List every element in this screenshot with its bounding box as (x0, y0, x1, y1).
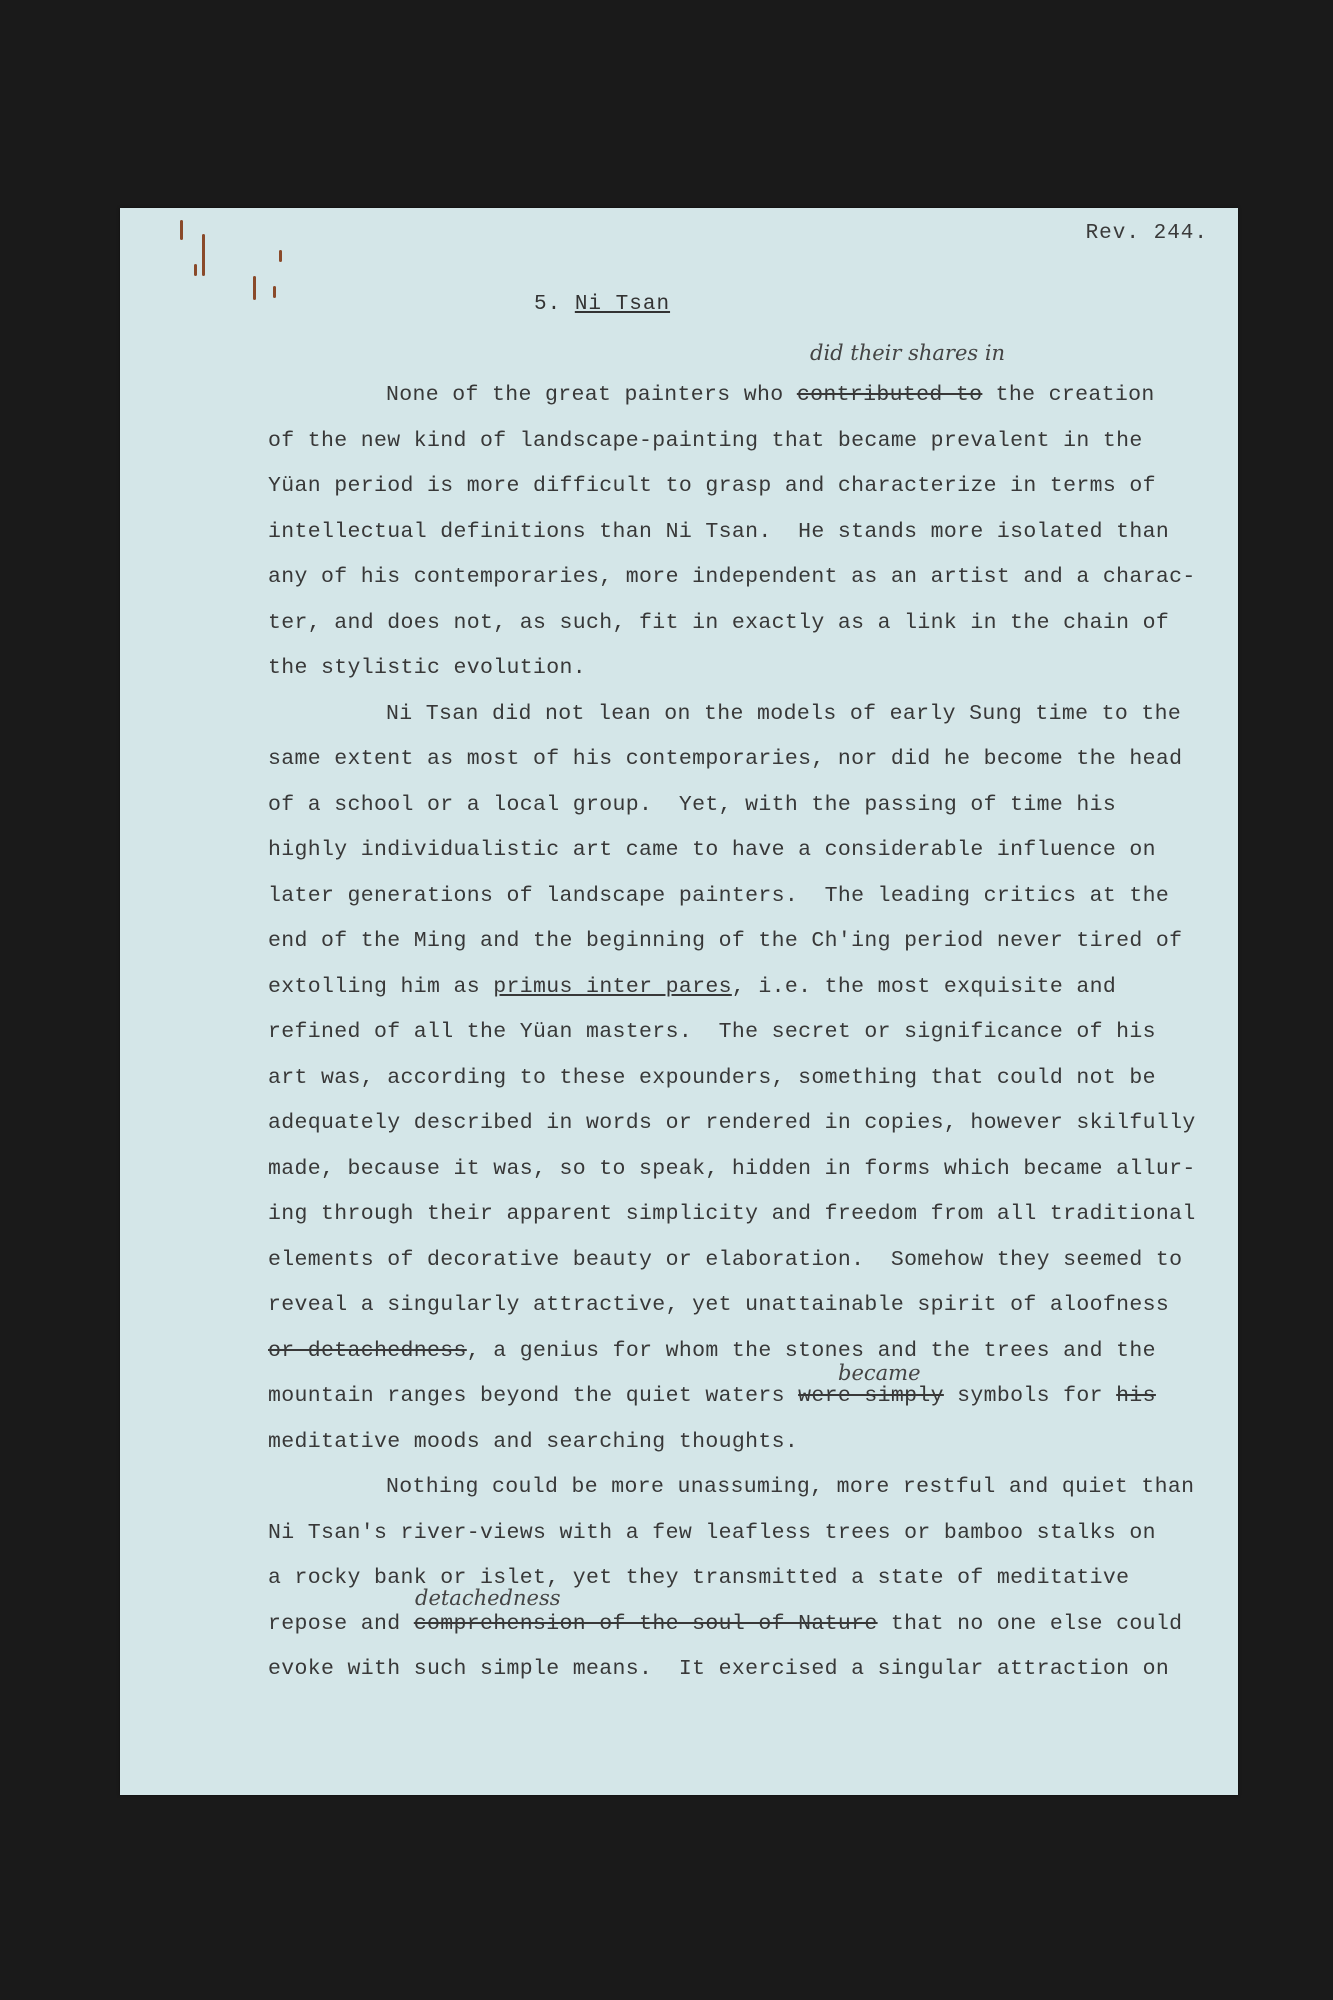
text-line: mountain ranges beyond the quiet waters were simply symbols for his (268, 1384, 1156, 1408)
text-line: ing through their apparent simplicity and freedom from all traditional (268, 1202, 1196, 1226)
text-line: evoke with such simple means. It exercised a singular attraction on (268, 1657, 1170, 1681)
text-line: any of his contemporaries, more independent as an artist and a charac- (268, 565, 1196, 589)
text-line: or detachedness, a genius for whom the stones and the trees and the (268, 1338, 1156, 1363)
text-line: same extent as most of his contemporaries, nor did he become the head (268, 747, 1183, 771)
text-line: later generations of landscape painters. The leading critics at the (268, 883, 1170, 908)
text-line: extolling him as primus inter pares, i.e. the most exquisite and (268, 974, 1117, 999)
text-line: elements of decorative beauty or elaboration. Somehow they seemed to (268, 1247, 1183, 1272)
rust-mark (194, 264, 197, 276)
section-heading (534, 293, 670, 316)
underlined-phrase: primus inter pares (493, 974, 732, 999)
handwritten-annotation: detachedness (415, 1586, 561, 1610)
section-title: Ni Tsan (574, 293, 671, 316)
section-number: 5. (534, 293, 562, 316)
text-line: Ni Tsan did not lean on the models of early Sung time to the (386, 701, 1182, 726)
body-text (268, 373, 1203, 1693)
text-line: made, because it was, so to speak, hidden in forms which became allur- (268, 1156, 1196, 1181)
text-line: of the new kind of landscape-painting that became prevalent in the (268, 428, 1143, 453)
handwritten-annotation: did their shares in (810, 341, 1006, 365)
typed-page (120, 208, 1238, 1795)
text-line: None of the great painters who contributed to the creation (386, 383, 1155, 407)
text-line: Nothing could be more unassuming, more restful and quiet than (386, 1475, 1195, 1499)
text-line: reveal a singularly attractive, yet unattainable spirit of aloofness (268, 1293, 1170, 1317)
text-line: repose and comprehension of the soul of Nature that no one else could (268, 1611, 1183, 1636)
text-line: refined of all the Yüan masters. The secret or significance of his (268, 1020, 1156, 1044)
text-line: meditative moods and searching thoughts. (268, 1429, 799, 1454)
struck-text: or detachedness (268, 1338, 467, 1363)
text-line: of a school or a local group. Yet, with the passing of time his (268, 792, 1117, 817)
rust-mark (180, 220, 183, 240)
struck-text: his (1116, 1384, 1156, 1408)
struck-text: contributed to (796, 383, 983, 407)
rust-mark (253, 276, 256, 300)
revision-number: Rev. 244. (1085, 222, 1208, 245)
struck-text: were simply (798, 1384, 944, 1408)
text-line: the stylistic evolution. (268, 656, 587, 680)
text-line: adequately described in words or rendered in copies, however skilfully (268, 1111, 1196, 1135)
text-line: Ni Tsan's river-views with a few leafless trees or bamboo stalks on (268, 1520, 1156, 1545)
text-line: a rocky bank or islet, yet they transmitted a state of meditative (268, 1566, 1130, 1590)
text-line: end of the Ming and the beginning of the Ch'ing period never tired of (268, 929, 1183, 953)
text-line: ter, and does not, as such, fit in exactly as a link in the chain of (268, 610, 1170, 635)
rust-mark (202, 234, 205, 276)
struck-text: comprehension of the soul of Nature (413, 1611, 878, 1636)
rust-mark (273, 286, 276, 298)
handwritten-annotation: became (838, 1361, 921, 1385)
text-line: Yüan period is more difficult to grasp and characterize in terms of (268, 474, 1156, 498)
text-line: highly individualistic art came to have a considerable influence on (268, 838, 1156, 862)
text-line: intellectual definitions than Ni Tsan. He stands more isolated than (268, 519, 1170, 544)
text-line: art was, according to these expounders, something that could not be (268, 1065, 1156, 1090)
rust-mark (279, 250, 282, 262)
